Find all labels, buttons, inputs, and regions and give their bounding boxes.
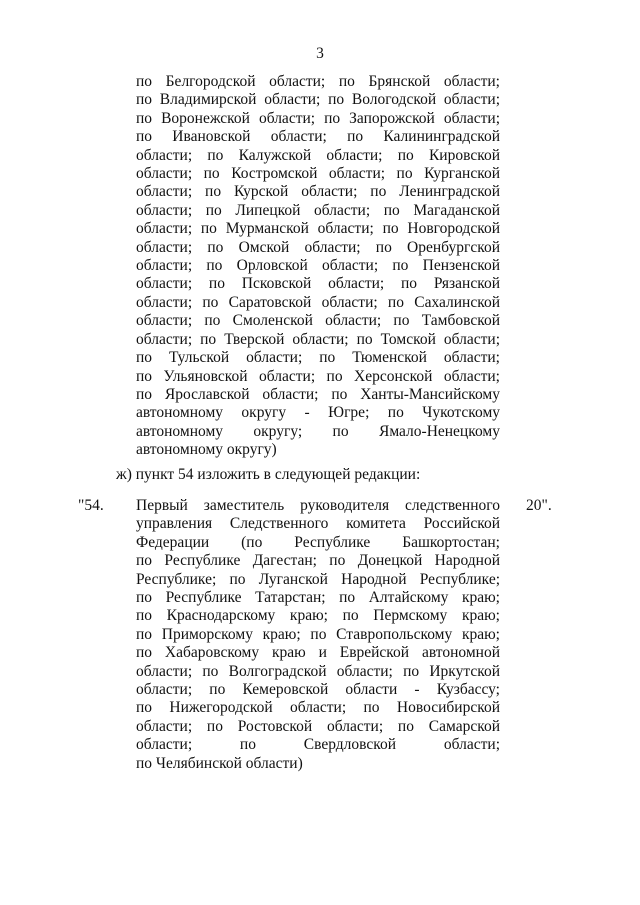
text-line: управления Следственного комитета Российской [136,515,500,533]
text-line: области; по Костромской области; по Курганской [136,165,500,183]
text-line: по Белгородской области; по Брянской области; [136,73,500,90]
text-line: по Нижегородской области; по Новосибирской [136,699,500,717]
text-line: по Хабаровскому краю и Еврейской автономной [136,644,500,662]
text-line: по Ярославской области; по Ханты-Мансийскому [136,385,500,403]
region-list-continuation [136,73,500,460]
text-line: по Ульяновской области; по Херсонской области; [136,367,500,385]
text-line: по Республике Татарстан; по Алтайскому краю; [136,589,500,607]
text-line: области; по Свердловской области; [136,736,500,754]
text-line: Федерации (по Республике Башкортостан; [136,533,500,551]
text-line: области; по Липецкой области; по Магаданской [136,201,500,219]
text-line: по Краснодарскому краю; по Пермскому краю; [136,607,500,625]
text-line: области; по Псковской области; по Рязанской [136,275,500,293]
text-line: по Воронежской области; по Запорожской области; [136,109,500,127]
text-line: области; по Кемеровской области - Кузбассу; [136,681,500,699]
text-line: области; по Орловской области; по Пензенской [136,257,500,275]
text-line: автономному округу; по Ямало-Ненецкому [136,422,500,440]
text-line: области; по Волгоградской области; по Иркутской [136,662,500,680]
item-description [136,497,500,773]
text-line: области; по Калужской области; по Кировской [136,146,500,164]
text-line: автономному округу) [136,441,277,459]
text-line: по Ивановской области; по Калининградской [136,128,500,146]
amendment-intro: ж) пункт 54 изложить в следующей редакции: [116,466,421,483]
text-line: автономному округу - Югре; по Чукотскому [136,404,500,422]
page-number: 3 [316,45,324,62]
text-line: по Приморскому краю; по Ставропольскому краю; [136,625,500,643]
text-line: по Владимирской области; по Вологодской области; [136,91,500,109]
text-line: Республике; по Луганской Народной Республике; [136,570,500,588]
text-line: по Челябинской области) [136,754,303,772]
text-line: по Республике Дагестан; по Донецкой Народной [136,552,500,570]
item-count: 20". [526,497,552,514]
text-line: области; по Мурманской области; по Новгородской [136,220,500,238]
text-line: области; по Ростовской области; по Самарской [136,717,500,735]
text-line: области; по Тверской области; по Томской области; [136,330,500,348]
text-line: области; по Курской области; по Ленинградской [136,183,500,201]
text-line: Первый заместитель руководителя следственного [136,497,500,514]
item-number: "54. [78,497,104,514]
text-line: области; по Смоленской области; по Тамбовской [136,312,500,330]
text-line: по Тульской области; по Тюменской области; [136,349,500,367]
text-line: области; по Саратовской области; по Сахалинской [136,293,500,311]
text-line: области; по Омской области; по Оренбургской [136,238,500,256]
